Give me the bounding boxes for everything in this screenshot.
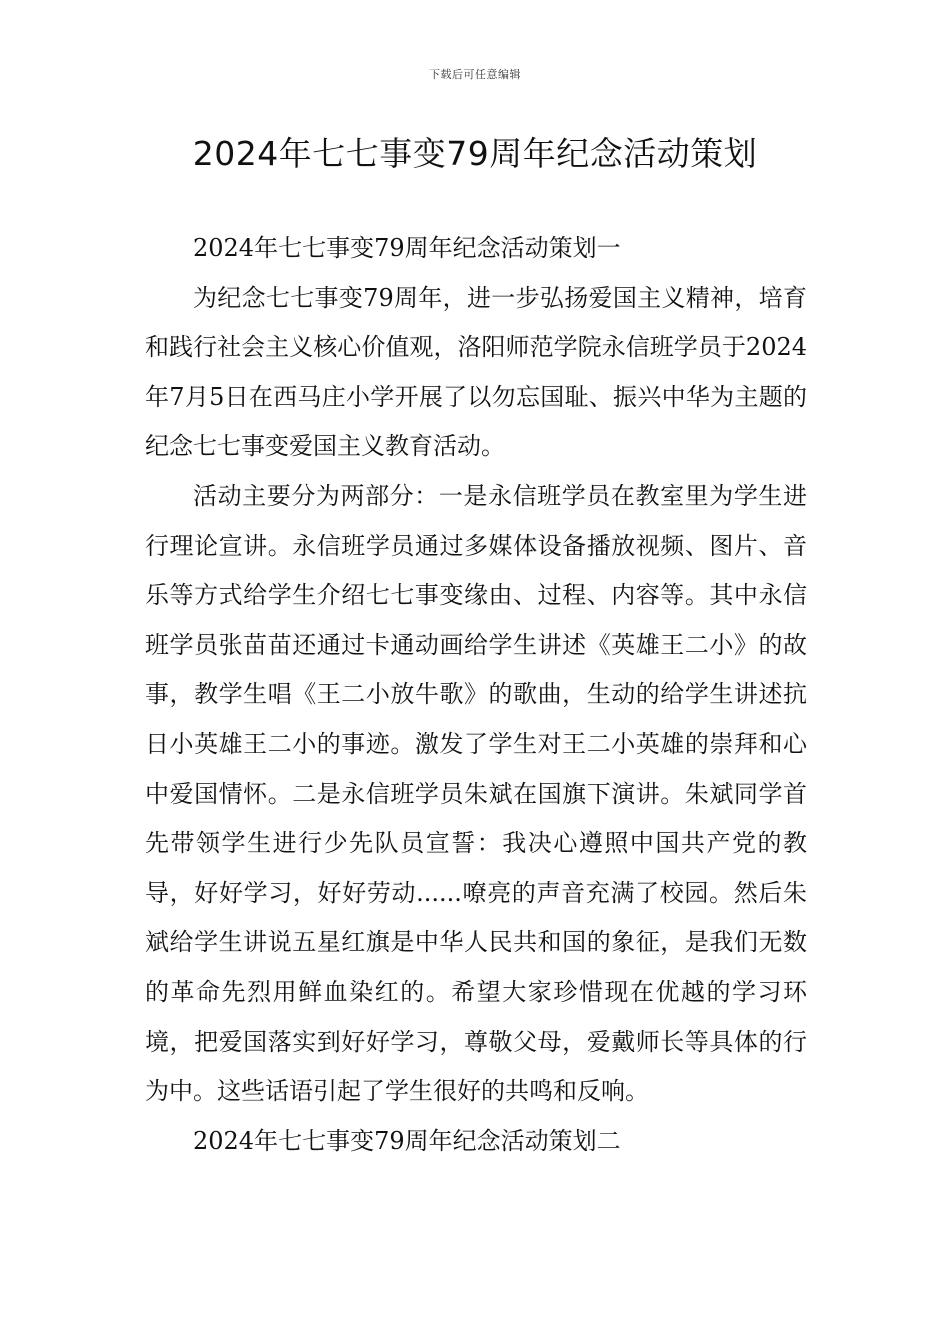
paragraph-activities: 活动主要分为两部分：一是永信班学员在教室里为学生进行理论宣讲。永信班学员通过多媒体设备播放视频、图片、音乐等方式给学生介绍七七事变缘由、过程、内容等。其中永信班学员张苗苗还通过卡通动画给学生讲述《英雄王二小》的故事，教学生唱《王二小放牛歌》的歌曲，生动的给学生讲述抗日小英雄王二小的事迹。激发了学生对王二小英雄的崇拜和心中爱国情怀。二是永信班学员朱斌在国旗下演讲。朱斌同学首先带领学生进行少先队员宣誓：我决心遵照中国共产党的教导，好好学习，好好劳动......嘹亮的声音充满了校园。然后朱斌给学生讲说五星红旗是中华人民共和国的象征，是我们无数的革命先烈用鲜血染红的。希望大家珍惜现在优越的学习环境，把爱国落实到好好学习，尊敬父母，爱戴师长等具体的行为中。这些话语引起了学生很好的共鸣和反响。 [145,481,807,1106]
page-header-note: 下载后可任意编辑 [429,68,521,81]
document-title: 2024年七七事变79周年纪念活动策划 [192,134,758,173]
paragraph-intro: 为纪念七七事变79周年，进一步弘扬爱国主义精神，培育和践行社会主义核心价值观，洛阳师范学院永信班学员于2024年7月5日在西马庄小学开展了以勿忘国耻、振兴中华为主题的纪念七七事变爱国主义教育活动。 [145,283,807,461]
section-heading-two: 2024年七七事变79周年纪念活动策划二 [193,1126,621,1155]
document-body [145,224,807,1166]
section-heading-one: 2024年七七事变79周年纪念活动策划一 [193,234,621,262]
